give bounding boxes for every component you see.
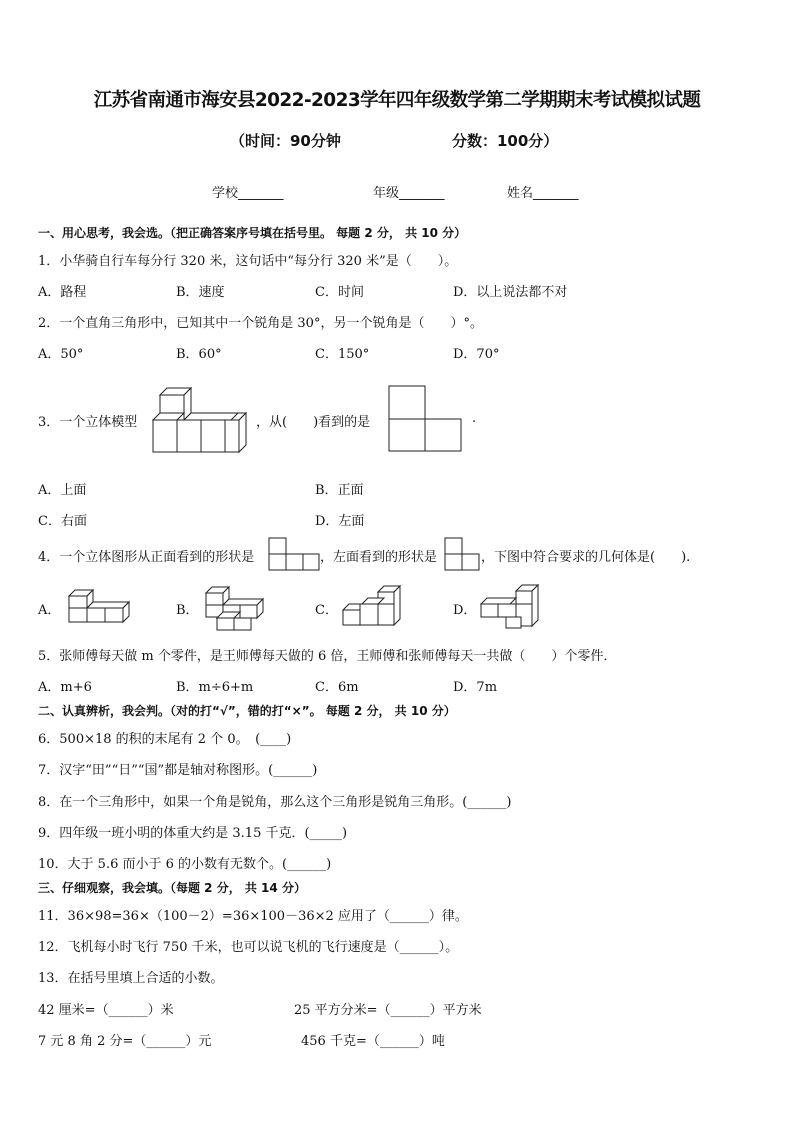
- q1-option-b: B．速度: [176, 285, 225, 300]
- q2-option-d: D．70°: [453, 347, 500, 362]
- q5-option-d: D．7m: [453, 680, 498, 695]
- q5-option-c: C．6m: [315, 680, 359, 695]
- judge-item: 10．大于 5.6 而小于 6 的小数有无数个。(______): [38, 857, 332, 872]
- q4-solid-a-figure: [66, 586, 132, 626]
- page-title: 江苏省南通市海安县2022-2023学年四年级数学第二学期期末考试模拟试题: [93, 90, 701, 111]
- judge-item: 7．汉字“田”“日”“国”都是轴对称图形。(______): [38, 763, 318, 778]
- question-1: 1．小华骑自行车每分行 320 米，这句话中“每分行 320 米”是（ ）。: [38, 254, 458, 269]
- section-2-heading: 二、认真辨析，我会判。（对的打“√”，错的打“×”。 每题 2 分， 共 10 分）: [38, 704, 456, 718]
- question-13: 13．在括号里填上合适的小数。: [38, 971, 224, 986]
- q4-solid-c-figure: [340, 583, 402, 631]
- question-2: 2．一个直角三角形中，已知其中一个锐角是 30°，另一个锐角是（ ）°。: [38, 316, 483, 331]
- q1-option-d: D．以上说法都不对: [453, 285, 568, 300]
- q4-solid-d-figure: [478, 582, 540, 632]
- q1-option-c: C．时间: [315, 285, 364, 300]
- q5-option-a: A．m+6: [38, 680, 92, 695]
- question-4-prefix: 4．一个立体图形从正面看到的形状是: [38, 550, 255, 565]
- exam-time: （时间：90分钟: [230, 132, 341, 150]
- q2-option-b: B．60°: [176, 347, 222, 362]
- question-11: 11．36×98=36×（100－2）=36×100－36×2 应用了（______）律。: [38, 909, 468, 924]
- question-3-middle: ，从( )看到的是: [256, 415, 371, 430]
- q2-option-a: A．50°: [38, 347, 84, 362]
- question-3-prefix: 3．一个立体模型: [38, 415, 138, 430]
- q2-option-c: C．150°: [315, 347, 370, 362]
- blank-item: 456 千克=（______）吨: [301, 1034, 445, 1049]
- section-3-heading: 三、仔细观察，我会填。（每题 2 分， 共 14 分）: [38, 881, 306, 895]
- judge-item: 9．四年级一班小明的体重大约是 3.15 千克．(_____): [38, 826, 348, 841]
- q4-option-c: C．: [315, 603, 338, 618]
- blank-item: 7 元 8 角 2 分=（______）元: [38, 1034, 212, 1049]
- q1-option-a: A．路程: [38, 285, 87, 300]
- judge-item: 6．500×18 的积的末尾有 2 个 0。 (____): [38, 732, 292, 747]
- question-4-suffix: ，下图中符合要求的几何体是( ).: [481, 550, 691, 565]
- q4-solid-b-figure: [203, 584, 265, 632]
- q4-option-d: D．: [453, 603, 477, 618]
- question-3-suffix: .: [472, 411, 477, 426]
- blank-item: 42 厘米=（______）米: [38, 1003, 174, 1018]
- cube-model-figure: [150, 387, 245, 457]
- question-5: 5．张师傅每天做 m 个零件，是王师傅每天做的 6 倍，王师傅和张师傅每天一共做（ ）个零件．: [38, 649, 617, 664]
- school-field: 学校_______: [212, 186, 284, 201]
- q3-option-c: C．右面: [38, 514, 87, 529]
- q4-option-b: B．: [176, 603, 199, 618]
- question-4-middle: ，左面看到的形状是: [320, 550, 438, 565]
- question-12: 12．飞机每小时飞行 750 千米，也可以说飞机的飞行速度是（______）。: [38, 940, 459, 955]
- grade-field: 年级_______: [373, 186, 445, 201]
- view-shape-figure: [388, 385, 464, 453]
- judge-item: 8．在一个三角形中，如果一个角是锐角，那么这个三角形是锐角三角形。(______): [38, 795, 512, 810]
- q5-option-b: B．m÷6+m: [176, 680, 254, 695]
- name-field: 姓名_______: [507, 186, 579, 201]
- blank-item: 25 平方分米=（______）平方米: [294, 1003, 482, 1018]
- front-view-figure: [268, 537, 320, 571]
- exam-score: 分数：100分）: [452, 132, 559, 150]
- left-view-figure: [444, 537, 480, 571]
- q3-option-a: A．上面: [38, 483, 87, 498]
- q3-option-b: B．正面: [315, 483, 364, 498]
- q4-option-a: A．: [38, 603, 61, 618]
- q3-option-d: D．左面: [315, 514, 365, 529]
- section-1-heading: 一、用心思考，我会选。（把正确答案序号填在括号里。 每题 2 分， 共 10 分）: [38, 226, 467, 240]
